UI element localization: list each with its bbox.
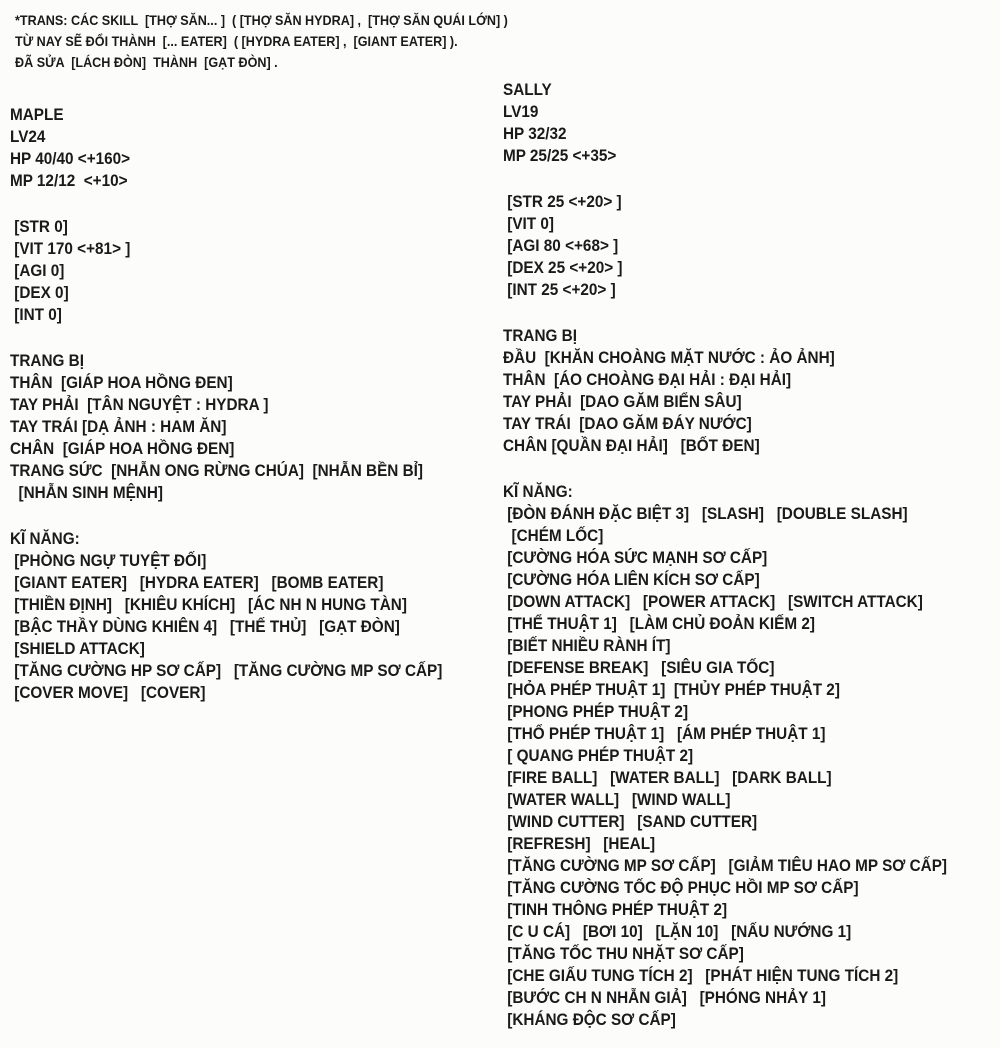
text-line: [DEX 0] — [10, 283, 69, 302]
text-line: [DEX 25 <+20> ] — [503, 258, 623, 277]
sally-skill-lines — [503, 503, 1000, 1031]
text-line: [BƯỚC CH N NHẪN GIẢ] [PHÓNG NHẢY 1] — [503, 988, 826, 1007]
text-line: [PHONG PHÉP THUẬT 2] — [503, 702, 689, 721]
text-line: [AGI 0] — [10, 261, 65, 280]
maple-equipment-lines — [10, 372, 496, 504]
text-line: CHÂN [QUẦN ĐẠI HẢI] [BỐT ĐEN] — [503, 436, 760, 455]
maple-header-section — [10, 104, 496, 192]
text-line: [TĂNG CƯỜNG TỐC ĐỘ PHỤC HỒI MP SƠ CẤP] — [503, 878, 859, 897]
text-line: [DOWN ATTACK] [POWER ATTACK] [SWITCH ATTACK] — [503, 592, 923, 611]
skills-label: KĨ NĂNG: — [503, 482, 573, 501]
text-line: [C U CÁ] [BƠI 10] [LẶN 10] [NẤU NƯỚNG 1] — [503, 922, 852, 941]
text-line: [PHÒNG NGỰ TUYỆT ĐỐI] — [10, 551, 207, 570]
text-line: [KHÁNG ĐỘC SƠ CẤP] — [503, 1010, 676, 1029]
text-line: TAY PHẢI [TÂN NGUYỆT : HYDRA ] — [10, 395, 269, 414]
text-line: [SHIELD ATTACK] — [10, 639, 145, 658]
sally-header-section — [503, 79, 1000, 167]
text-line: HP 40/40 <+160> — [10, 149, 131, 168]
text-line: [TINH THÔNG PHÉP THUẬT 2] — [503, 900, 728, 919]
text-line: [GIANT EATER] [HYDRA EATER] [BOMB EATER] — [10, 573, 384, 592]
text-line: [TĂNG CƯỜNG HP SƠ CẤP] [TĂNG CƯỜNG MP SƠ CẤP] — [10, 661, 443, 680]
text-line: HP 32/32 — [503, 124, 567, 143]
sally-stats-section — [503, 191, 1000, 301]
text-line: LV19 — [503, 102, 539, 121]
text-line: [CƯỜNG HÓA SỨC MẠNH SƠ CẤP] — [503, 548, 768, 567]
text-line: [NHẪN SINH MỆNH] — [10, 483, 163, 502]
text-line: [STR 0] — [10, 217, 68, 236]
skills-label: KĨ NĂNG: — [10, 529, 80, 548]
text-line: [STR 25 <+20> ] — [503, 192, 622, 211]
sally-equipment-lines — [503, 347, 1000, 457]
text-line: [REFRESH] [HEAL] — [503, 834, 656, 853]
text-line: [HỎA PHÉP THUẬT 1] [THỦY PHÉP THUẬT 2] — [503, 680, 840, 699]
character-name: MAPLE — [10, 105, 64, 124]
text-line: CHÂN [GIÁP HOA HỒNG ĐEN] — [10, 439, 235, 458]
text-line: TAY TRÁI [DẠ ẢNH : HAM ĂN] — [10, 417, 227, 436]
character-name: SALLY — [503, 80, 552, 99]
text-line: *TRANS: CÁC SKILL [THỢ SĂN... ] ( [THỢ SĂN HYDRA] , [THỢ SĂN QUÁI LỚN] ) — [15, 12, 508, 28]
equipment-label: TRANG BỊ — [10, 351, 84, 370]
text-line: ĐÃ SỬA [LÁCH ĐÒN] THÀNH [GẠT ĐÒN] . — [15, 54, 278, 70]
text-line: LV24 — [10, 127, 46, 146]
text-line: TRANG SỨC [NHẪN ONG RỪNG CHÚA] [NHẪN BỀN BỈ] — [10, 461, 423, 480]
text-line: [DEFENSE BREAK] [SIÊU GIA TỐC] — [503, 658, 775, 677]
text-line: [CƯỜNG HÓA LIÊN KÍCH SƠ CẤP] — [503, 570, 760, 589]
text-line: [THỔ PHÉP THUẬT 1] [ÁM PHÉP THUẬT 1] — [503, 724, 826, 743]
text-line: TAY PHẢI [DAO GĂM BIỂN SÂU] — [503, 392, 742, 411]
maple-info-lines — [10, 126, 496, 192]
text-line: THÂN [GIÁP HOA HỒNG ĐEN] — [10, 373, 233, 392]
text-line: [TĂNG CƯỜNG MP SƠ CẤP] [GIẢM TIÊU HAO MP SƠ CẤP] — [503, 856, 947, 875]
text-line: MP 12/12 <+10> — [10, 171, 128, 190]
text-line: [ĐÒN ĐÁNH ĐẶC BIỆT 3] [SLASH] [DOUBLE SLASH] — [503, 504, 908, 523]
text-line: TỪ NAY SẼ ĐỔI THÀNH [... EATER] ( [HYDRA EATER] , [GIANT EATER] ). — [15, 33, 458, 49]
text-line: [VIT 0] — [503, 214, 555, 233]
maple-skills-section — [10, 528, 496, 704]
text-line: [CHÉM LỐC] — [503, 526, 604, 545]
maple-equipment-section — [10, 350, 496, 504]
text-line: [COVER MOVE] [COVER] — [10, 683, 206, 702]
text-line: [THIỀN ĐỊNH] [KHIÊU KHÍCH] [ÁC NH N HUNG TÀN] — [10, 595, 407, 614]
character-column-maple — [10, 104, 496, 704]
text-line: MP 25/25 <+35> — [503, 146, 617, 165]
text-line: [VIT 170 <+81> ] — [10, 239, 131, 258]
text-line: [INT 0] — [10, 305, 62, 324]
text-line: [ QUANG PHÉP THUẬT 2] — [503, 746, 694, 765]
sally-equipment-section — [503, 325, 1000, 457]
text-line: [BẬC THẦY DÙNG KHIÊN 4] [THẾ THỦ] [GẠT ĐÒN] — [10, 617, 400, 636]
maple-stats-section — [10, 216, 496, 326]
text-line: [TĂNG TỐC THU NHẶT SƠ CẤP] — [503, 944, 744, 963]
text-line: ĐẦU [KHĂN CHOÀNG MẶT NƯỚC : ẢO ẢNH] — [503, 348, 835, 367]
text-line: TAY TRÁI [DAO GĂM ĐÁY NƯỚC] — [503, 414, 752, 433]
maple-skill-lines — [10, 550, 496, 704]
text-line: [CHE GIẤU TUNG TÍCH 2] [PHÁT HIỆN TUNG TÍCH 2] — [503, 966, 899, 985]
text-line: [THỂ THUẬT 1] [LÀM CHỦ ĐOẢN KIẾM 2] — [503, 614, 815, 633]
sally-info-lines — [503, 101, 1000, 167]
sally-skills-section — [503, 481, 1000, 1031]
text-line: [AGI 80 <+68> ] — [503, 236, 619, 255]
text-line: THÂN [ÁO CHOÀNG ĐẠI HẢI : ĐẠI HẢI] — [503, 370, 792, 389]
text-line: [BIẾT NHIỀU RÀNH ÍT] — [503, 636, 671, 655]
text-line: [WATER WALL] [WIND WALL] — [503, 790, 731, 809]
text-line: [WIND CUTTER] [SAND CUTTER] — [503, 812, 758, 831]
text-line: [FIRE BALL] [WATER BALL] [DARK BALL] — [503, 768, 832, 787]
character-column-sally — [503, 79, 1000, 1031]
equipment-label: TRANG BỊ — [503, 326, 577, 345]
text-line: [INT 25 <+20> ] — [503, 280, 616, 299]
translator-note — [15, 10, 645, 73]
